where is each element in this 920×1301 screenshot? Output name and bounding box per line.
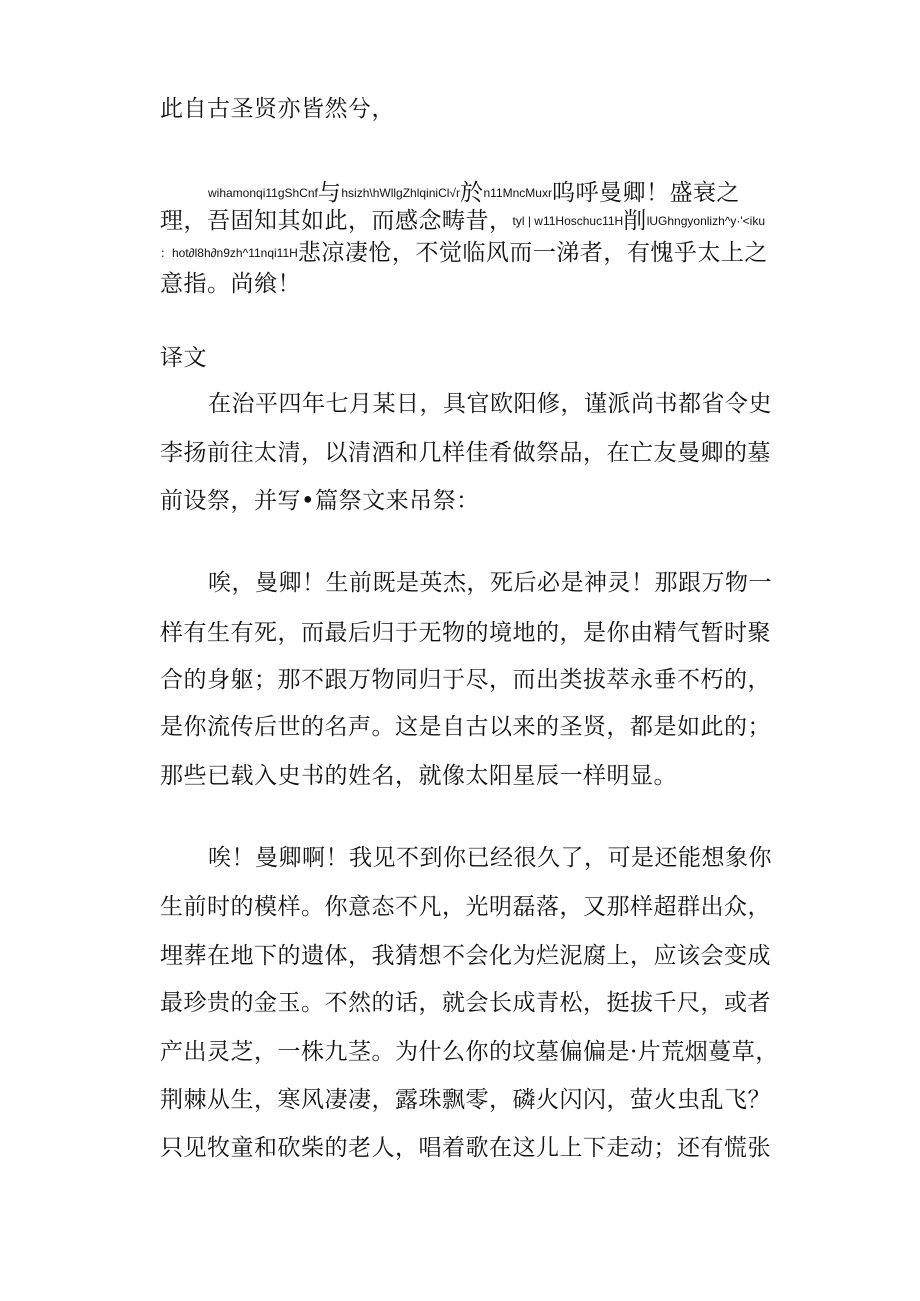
verse-text: 削	[623, 208, 647, 234]
text-line: 李扬前往太清，以清酒和几样佳肴做祭品，在亡友曼卿的墓	[160, 440, 771, 466]
text-line: 合的身躯；那不跟万物同归于尽，而出类拔萃永垂不朽的，	[160, 667, 771, 693]
verse-text: 悲凉凄怆，不觉临风而一涕者，有愧乎太上之	[297, 240, 768, 266]
verse-text: 呜呼曼卿！盛衰之	[551, 180, 740, 206]
text-line: 生前时的模样。你意态不凡，光明磊落，又那样超群出众，	[160, 894, 771, 920]
text-line: 最珍贵的金玉。不然的话，就会长成青松，挺拔千尺，或者	[160, 990, 771, 1016]
verse-text: 於	[459, 180, 484, 206]
section-heading: 译文	[160, 345, 207, 371]
text-line: 唉！曼卿啊！我见不到你已经很久了，可是还能想象你	[208, 845, 772, 871]
verse-line-2	[160, 205, 765, 237]
text-line: 唉，曼卿！生前既是英杰，死后必是神灵！那跟万物一	[208, 570, 772, 596]
verse-text: 与	[317, 180, 342, 206]
text-line: 在治平四年七月某日，具官欧阳修，谨派尚书都省令史	[208, 391, 772, 417]
top-line: 此自古圣贤亦皆然兮，	[160, 96, 395, 122]
pinyin-fragment: hsizh\hWllgZhlqiniCl√r	[341, 186, 460, 200]
verse-text: 理，吾固知其如此，而感念畴昔，	[160, 208, 513, 234]
verse-line-3	[160, 237, 768, 269]
pinyin-fragment: n11MncMuxr	[483, 186, 552, 200]
pinyin-fragment: wihamonqi11gShCnf	[208, 186, 318, 200]
text-line: 样有生有死，而最后归于无物的境地的，是你由精气暂时聚	[160, 620, 771, 646]
text-line: 荆棘从生，寒风凄凄，露珠飘零，磷火闪闪，萤火虫乱飞？	[160, 1087, 771, 1113]
text-line: 只见牧童和砍柴的老人，唱着歌在这儿上下走动；还有慌张	[160, 1135, 771, 1161]
pinyin-fragment: tyl | w11Hoschuc11H	[512, 214, 624, 228]
text-line: 是你流传后世的名声。这是自古以来的圣贤，都是如此的；	[160, 714, 771, 740]
pinyin-fragment: lUGhngyonlizh^y·'<iku	[646, 214, 766, 228]
verse-line-4: 意指。尚飨！	[160, 271, 301, 297]
text-line: 埋葬在地下的遗体，我猜想不会化为烂泥腐上，应该会变成	[160, 943, 771, 969]
pinyin-fragment: ：hot∂l8h∂n9zh^11nqi11H	[160, 246, 298, 260]
text-line: 前设祭，并写•篇祭文来吊祭：	[160, 488, 480, 514]
text-line: 那些已载入史书的姓名，就像太阳星辰一样明显。	[160, 763, 677, 789]
text-line: 产出灵芝，一株九茎。为什么你的坟墓偏偏是·片荒烟蔓草，	[160, 1039, 779, 1065]
